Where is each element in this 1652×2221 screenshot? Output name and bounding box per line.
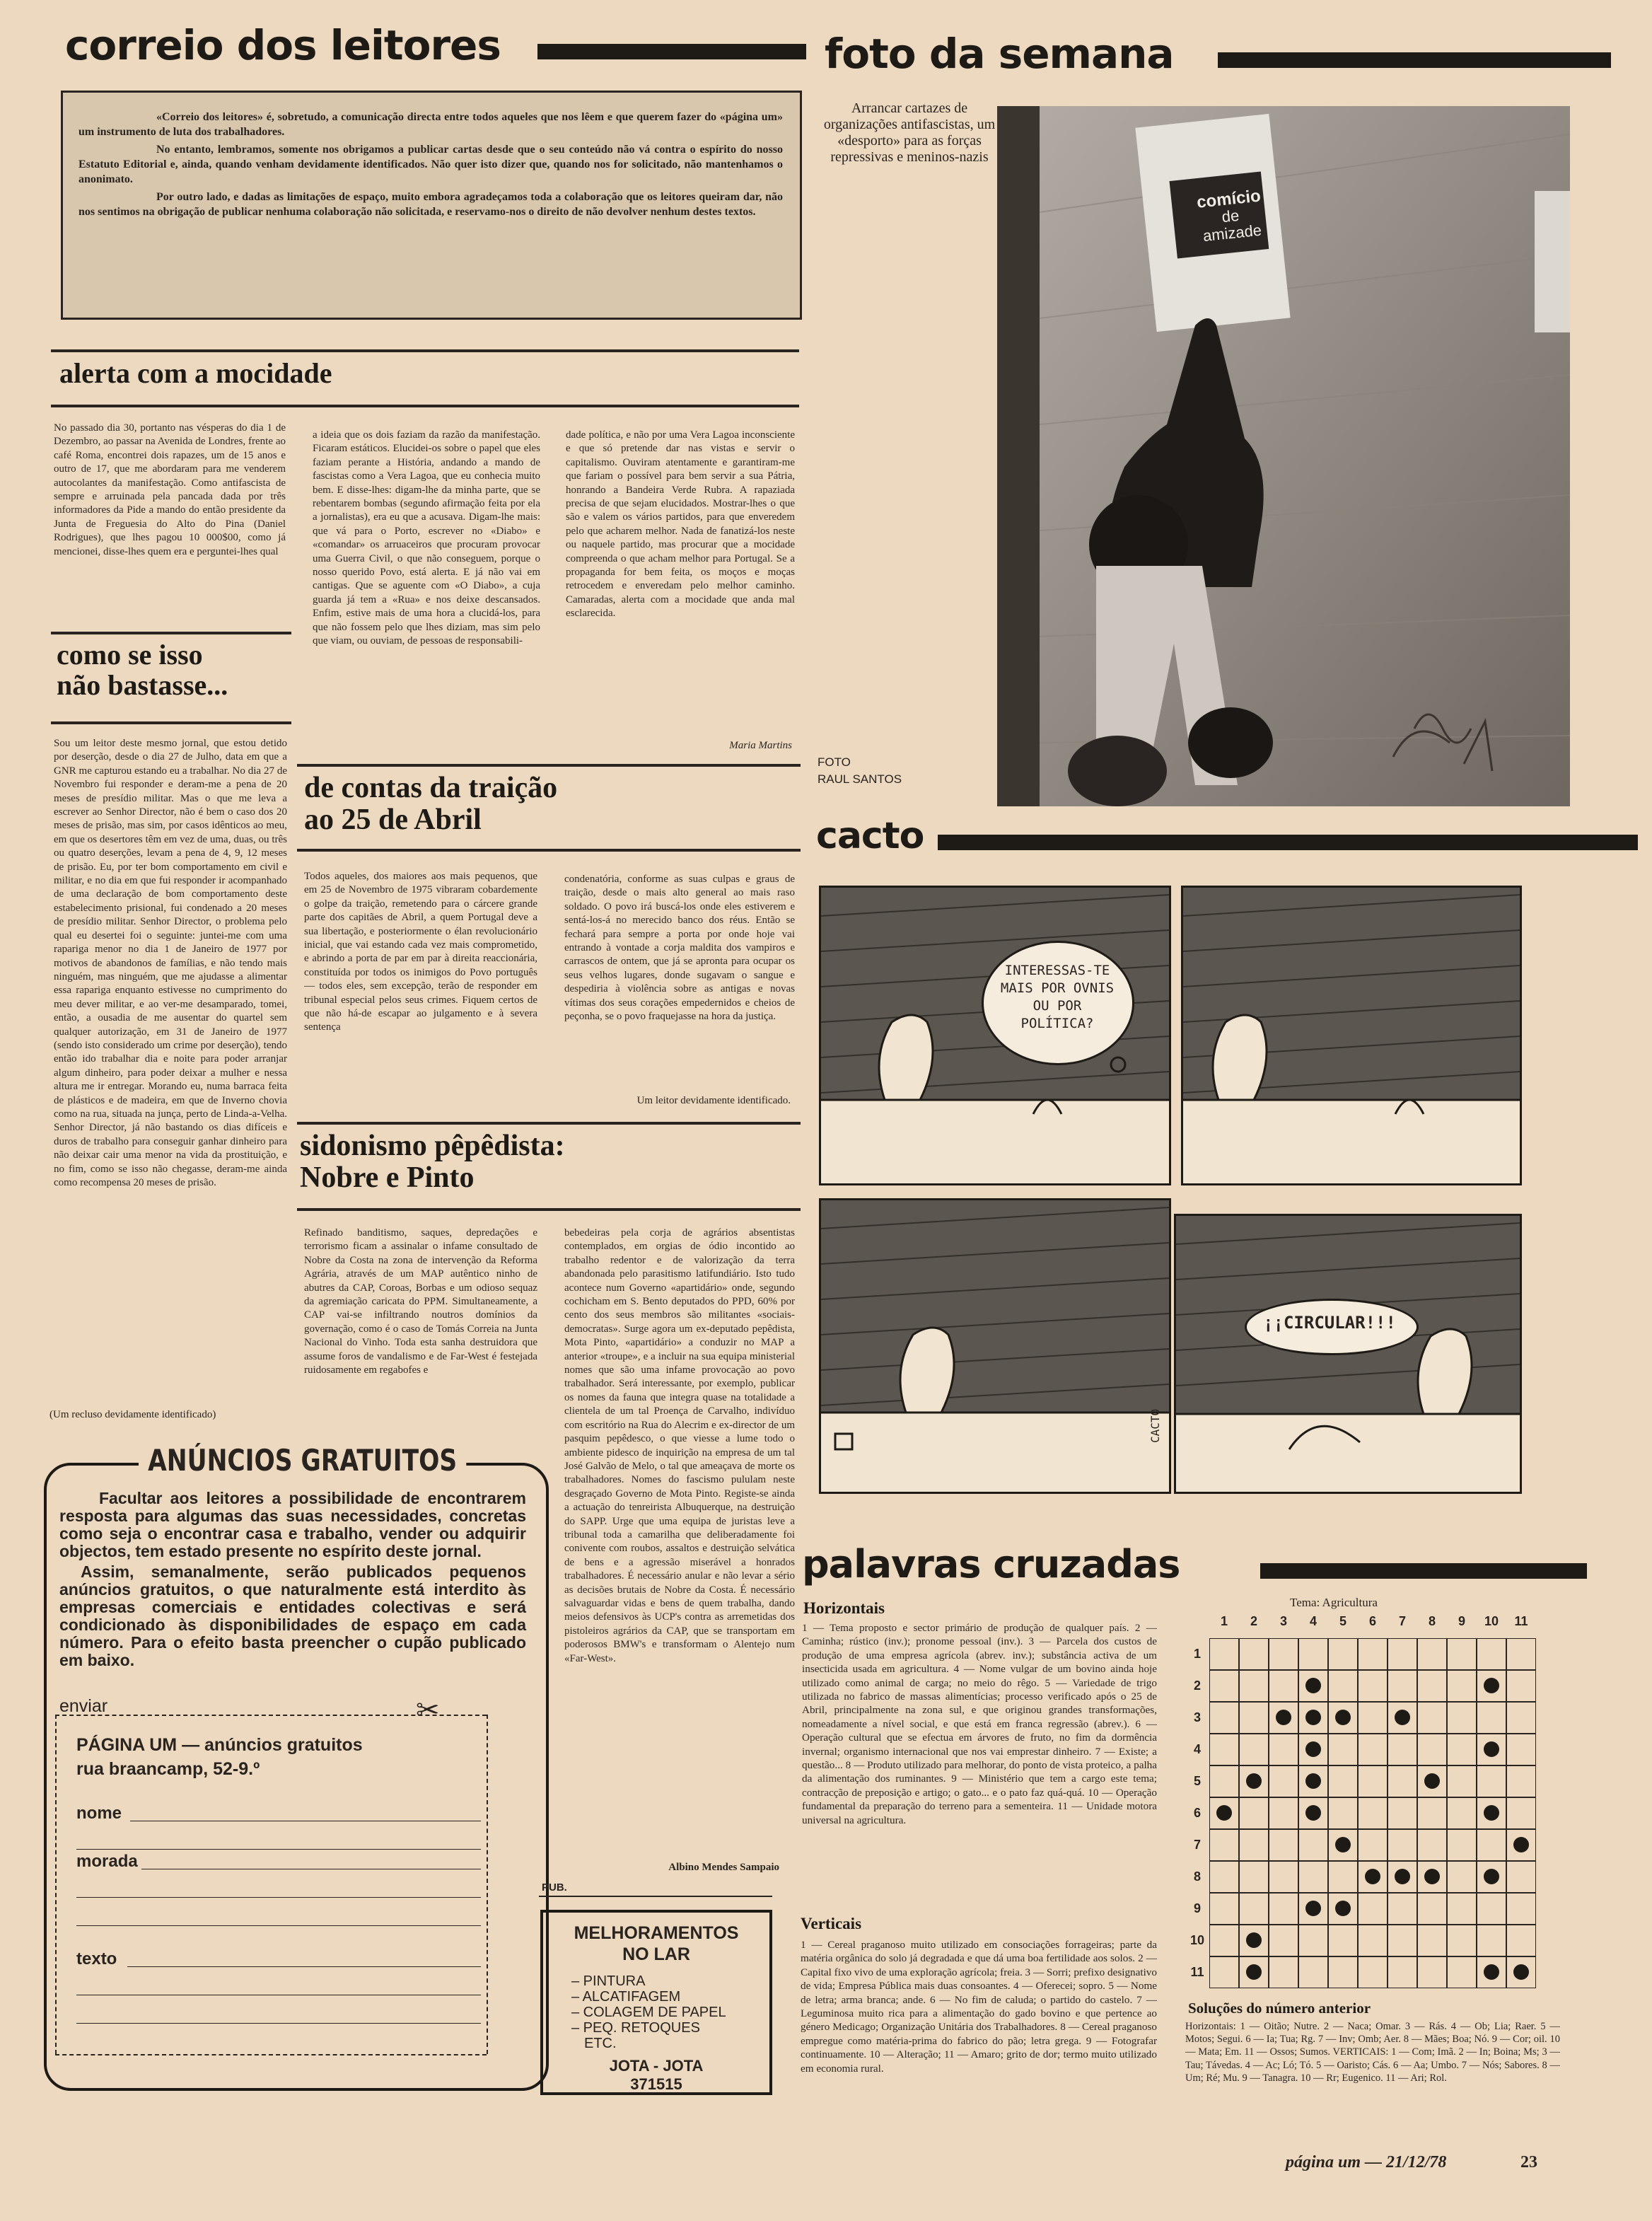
- crossword-cell[interactable]: [1209, 1638, 1239, 1670]
- divider: [51, 721, 291, 724]
- divider: [297, 1122, 801, 1125]
- crossword-cell[interactable]: [1239, 1734, 1269, 1765]
- divider: [51, 632, 291, 634]
- pub-brand: JOTA - JOTA: [609, 2057, 704, 2075]
- crossword-col-number: 7: [1398, 1614, 1406, 1628]
- crossword-row-number: 3: [1193, 1710, 1201, 1724]
- divider: [51, 405, 799, 407]
- crossword-cell[interactable]: [1447, 1956, 1477, 1988]
- crossword-row-number: 6: [1193, 1806, 1201, 1820]
- crossword-cell[interactable]: [1209, 1861, 1239, 1893]
- crossword-cell[interactable]: [1417, 1702, 1447, 1734]
- alerta-col3: dade política, e não por uma Vera Lagoa inconsciente e que só pretende dar nas vistas e servir o capitalismo. Ouviram atentamente e garantiram-me que fariam o possível para bem servir a sua Pátria, honrando a Bandeira Verde Rubra. A rapaziada precisa de que sejam elucidados. Mostrar-lhes o que são e valem os vários partidos, para que enveredem pelo que acharem melhor. Nada de fanatizá-los neste ou naquele partido, mas procurar que a mocidade compreenda o que acham melhor para Portugal. Se a propaganda for bem feita, os moços e moças retrocedem e enveredam pelo melhor caminho. Camaradas, alerta com a mocidade que anda mal esclarecida.: [566, 429, 795, 620]
- crossword-cell[interactable]: [1477, 1702, 1506, 1734]
- speech-bubble-text: INTERESSAS-TE MAIS POR OVNIS OU POR POLÍTICA?: [1000, 963, 1115, 1031]
- crossword-cell[interactable]: [1506, 1797, 1536, 1829]
- foto-title: foto da semana: [825, 30, 1174, 78]
- crossword-cell[interactable]: [1417, 1670, 1447, 1702]
- verticais-heading: Verticais: [801, 1915, 862, 1932]
- section-bar: [1218, 52, 1611, 68]
- crossword-black-square: [1484, 1805, 1499, 1821]
- crossword-black-square: [1484, 1964, 1499, 1980]
- crossword-black-square: [1305, 1901, 1321, 1916]
- como-text: Sou um leitor deste mesmo jornal, que estou detido por deserção, desde o dia 27 de Julho, data em que a GNR me capturou estando eu a trabalhar. No dia 27 de Novembro fui responder e deram-me a pena de 20 meses de presídio militar. Mas o que me leva a escrever ao Senhor Director, não é bem o caso dos 20 meses de prisão, mas sim, por casos idênticos ao meu, em que os desertores têm em vez de uma, duas, ou três ou quatro deserções, levam a pena de 4, 9, 12 meses de prisão. Eu, por ter bom comportamento em civil e militar, e no dia em que fui responder ir acompanhado de uma declaração de bom comportamento deste estabelecimento prisional, fui condenado a 20 meses de presídio militar. Senhor Director, o problema pelo qual eu desertei foi o seguinte: juntei-me com uma rapariga menor no dia 1 de Janeiro de 1977 por motivos de abandonos de famílias, e não tendo mais ninguém, mas ninguém, que me ajudasse a alimentar essa rapariga enquanto estivesse no cumprimento do meu dever militar, e ao ver-me desamparado, tomei, então, a ousadia de me ausentar do quartel sem qualquer autorização, em 31 de Janeiro de 1977 (sendo isto considerado um crime por deserção), tendo então ido trabalhar dia e noite para poder arranjar algum dinheiro, para poder deixar a mulher e nessa altura me ir entregar. Morando eu, numa barraca feita de plásticos e de madeira, em que de Inverno chovia como na rua, situada na junça, perto de Linda-a-Velha. Senhor Director, já não bastando os dias difíceis e duros de trabalho para conseguir ganhar dinheiro para não deixar cair uma menor na vida da prostituição, e no fim, como se isso não chegasse, deram-me ainda como recompensa 20 meses de prisão.: [54, 738, 287, 1188]
- crossword-cell[interactable]: [1477, 1925, 1506, 1956]
- sidonismo-headline: [300, 1130, 565, 1195]
- alerta-col2: a ideia que os dois faziam da razão da manifestação. Ficaram estáticos. Elucidei-os sobre o papel que eles faziam perante a História, andando a mando de fascistas como a Vera Lagoa, que eu conhecia muito bem. E disse-lhes: digam-lhe da minha parte, que se rebentarem bombas (segundo afirmação feita por ela a jornalistas), era eu que a acusava. Digam-lhe mais: que vá para o Porto, escrever no «Diabo» e «comandar» os arruaceiros que procuram provocar uma Guerra Civil, o que não conseguem, porque o nosso querido Povo, está alerta. E já não vai em cantigas. Que se aguente com «O Diabo», a cuja guarda já tem a «Rua» e nos deixe descansados. Enfim, estive mais de uma hora a clucidá-los, para que não fossem pelo que lhes diziam, mas sim pelo que viam, ou ouviam, de pessoas de responsabili-: [313, 429, 540, 647]
- contas-headline: [304, 772, 557, 837]
- crossword-cell[interactable]: [1417, 1956, 1447, 1988]
- horizontais-heading: Horizontais: [803, 1599, 885, 1617]
- crossword-black-square: [1305, 1710, 1321, 1725]
- crossword-col-number: 3: [1279, 1614, 1287, 1628]
- crossword-cell[interactable]: [1209, 1765, 1239, 1797]
- poster-line: comício: [1195, 186, 1262, 212]
- crossword-black-square: [1335, 1901, 1351, 1916]
- crossword-row-number: 5: [1193, 1774, 1201, 1788]
- pub-item: – ALCATIFAGEM: [571, 1989, 681, 2005]
- crossword-black-square: [1246, 1773, 1262, 1789]
- divider: [297, 1208, 801, 1211]
- alerta-col1: No passado dia 30, portanto nas vésperas do dia 1 de Dezembro, ao passar na Avenida de Londres, frente ao café Roma, encontrei dois rapazes, um de 15 anos e outro de 17, que me abordaram para me venderem autocolantes da manifestação. Como antifascista de sempre e arruinada pela pancada dada por três informadores da Pide a mando do então presidente da Junta de Freguesia do Alto do Pina (Daniel Rodrigues), que lhes pagou 10 000$00, como já mencionei, disse-lhes quem era e perguntei-lhes qual: [54, 422, 286, 557]
- crossword-col-number: 6: [1368, 1614, 1376, 1628]
- pub-ad-title: [543, 1923, 769, 1965]
- contas-headline-line1: de contas da traição: [304, 772, 558, 804]
- crossword-cell[interactable]: [1506, 1734, 1536, 1765]
- crossword-cell[interactable]: [1447, 1893, 1477, 1925]
- crossword-cell[interactable]: [1239, 1797, 1269, 1829]
- coupon-label-morada: morada: [76, 1852, 138, 1871]
- pub-ad-box: [540, 1910, 772, 2095]
- coupon-label-nome: nome: [76, 1804, 122, 1823]
- crossword-cell[interactable]: [1388, 1734, 1417, 1765]
- pub-item: – PEQ. RETOQUES: [571, 2020, 700, 2036]
- cut-line: [487, 1715, 488, 2054]
- comic-panel-3: [819, 1198, 1171, 1494]
- crossword-black-square: [1305, 1773, 1321, 1789]
- crossword-row-number: 10: [1189, 1933, 1205, 1947]
- crossword-cell[interactable]: [1298, 1638, 1328, 1670]
- crossword-cell[interactable]: [1269, 1861, 1298, 1893]
- foto-photo: [997, 106, 1570, 806]
- crossword-cell[interactable]: [1358, 1893, 1388, 1925]
- contas-col2: condenatória, conforme as suas culpas e graus de traição, desde o mais alto general ao mais raso soldado. O povo irá buscá-los onde eles estiverem e sentá-los-á no merecido banco dos réus. Então se fechará para sempre a porta por onde hoje vai entrando à vontade a corja maldita dos vampiros e carrascos de ontem, que já se apronta para ocupar os seus velhos lugares, donde sugavam o sangue e despediria à violência sobre as antigas e novas vítimas dos seus corações empedernidos e cheios de peçonha, se o povo fraquejasse na hora da justiça.: [564, 874, 795, 1023]
- crossword-black-square: [1305, 1678, 1321, 1693]
- contas-headline-line2: ao 25 de Abril: [304, 804, 482, 837]
- crossword-row-number: 1: [1193, 1647, 1201, 1661]
- crossword-cell[interactable]: [1388, 1956, 1417, 1988]
- crossword-black-square: [1513, 1837, 1529, 1852]
- crossword-cell[interactable]: [1358, 1797, 1388, 1829]
- comic-signature: CACTO: [1148, 1408, 1162, 1443]
- sidonismo-headline-line2: Nobre e Pinto: [300, 1161, 475, 1195]
- address-line: PÁGINA UM — anúncios gratuitos: [76, 1735, 363, 1755]
- poster-line: amizade: [1202, 221, 1263, 245]
- section-bar: [537, 44, 806, 59]
- crossword-black-square: [1365, 1869, 1380, 1884]
- divider: [297, 849, 801, 852]
- crossword-cell[interactable]: [1358, 1765, 1388, 1797]
- crossword-cell[interactable]: [1447, 1829, 1477, 1861]
- anuncios-paragraph: Assim, semanalmente, serão publicados pequenos anúncios gratuitos, o que naturalmente está interdito às empresas comerciais e entidades colectivas e será condicionado às disponibilidades de espaço em cada número. Para o efeito basta preencher o cupão publicado em baixo.: [59, 1562, 526, 1669]
- pub-title-line: MELHORAMENTOS: [574, 1923, 739, 1943]
- crossword-black-square: [1335, 1837, 1351, 1852]
- crossword-cell[interactable]: [1358, 1670, 1388, 1702]
- crossword-black-square: [1216, 1805, 1232, 1821]
- crossword-cell[interactable]: [1447, 1670, 1477, 1702]
- footer-page-number: 23: [1520, 2153, 1537, 2171]
- pub-phone: 371515: [630, 2075, 682, 2093]
- contas-signature: Um leitor devidamente identificado.: [636, 1095, 791, 1106]
- crossword-cell[interactable]: [1388, 1765, 1417, 1797]
- crossword-cell[interactable]: [1506, 1638, 1536, 1670]
- crossword-col-number: 1: [1220, 1614, 1228, 1628]
- crossword-black-square: [1424, 1773, 1440, 1789]
- crossword-cell[interactable]: [1269, 1956, 1298, 1988]
- crossword-cell[interactable]: [1209, 1829, 1239, 1861]
- crossword-cell[interactable]: [1388, 1670, 1417, 1702]
- crossword-cell[interactable]: [1358, 1638, 1388, 1670]
- coupon-label-texto: texto: [76, 1949, 117, 1968]
- crossword-cell[interactable]: [1239, 1861, 1269, 1893]
- crossword-cell[interactable]: [1447, 1638, 1477, 1670]
- crossword-cell[interactable]: [1328, 1861, 1358, 1893]
- crossword-cell[interactable]: [1447, 1925, 1477, 1956]
- pub-label: PUB.: [542, 1881, 567, 1894]
- crossword-cell[interactable]: [1298, 1829, 1328, 1861]
- intro-paragraph: «Correio dos leitores» é, sobretudo, a comunicação directa entre todos aqueles que nos lêem e que querem fazer do «página um» um instrumento de luta dos trabalhadores.: [78, 111, 783, 138]
- crossword-row-number: 4: [1193, 1742, 1201, 1756]
- crossword-black-square: [1276, 1710, 1291, 1725]
- crossword-cell[interactable]: [1328, 1670, 1358, 1702]
- anuncios-text: [59, 1490, 526, 1669]
- pub-item: – COLAGEM DE PAPEL: [571, 2005, 726, 2020]
- crossword-black-square: [1484, 1678, 1499, 1693]
- crossword-black-square: [1305, 1741, 1321, 1757]
- horizontais-clues: 1 — Tema proposto e sector primário de produção de qualquer país. 2 — Caminha; rústico (inv.); pronome pessoal (inv.). 3 — Parcela dos custos de produção de uma empresa agrícola (abrev. inv.); substância activa de um insecticida usada em agricultura. 4 — Nome vulgar de um bovino ainda hoje utilizado como animal de carga; no meio do rêgo. 5 — Variedade de trigo utilizada no fabrico de massas alimentícias; processo verificado após o 25 de Abril, principalmente na zona sul, e que originou grandes transformações, nomeadamente a nível social, e que está em franca regressão (abrev.). 6 — Operação cultural que se efectua em árvores de fruto, no fim da dormência invernal; organismo internacional que nos vai emprestar dinheiro. 7 — Existe; a questão... 8 — Produto utilizado para melhorar, do ponto de vista proteico, a palha da alimentação dos ruminantes. 9 — Ministério que tem a cargo este tema; contracção de preposição e artigo; o gato... e o pato faz quá-quá. 10 — Operação fundamental da preparação do terreno para a sementeira. 11 — Unidade motora universal na agricultura.: [802, 1622, 1157, 1826]
- crossword-cell[interactable]: [1447, 1702, 1477, 1734]
- crossword-cell[interactable]: [1477, 1893, 1506, 1925]
- crossword-black-square: [1424, 1869, 1440, 1884]
- crossword-cell[interactable]: [1298, 1956, 1328, 1988]
- cut-line: [55, 1715, 57, 2054]
- credit-line: FOTO: [818, 755, 851, 769]
- pub-item: ETC.: [584, 2036, 617, 2051]
- crossword-cell[interactable]: [1269, 1925, 1298, 1956]
- como-headline: [57, 639, 228, 700]
- crossword-row-number: 7: [1193, 1838, 1201, 1852]
- contas-col1: Todos aqueles, dos maiores aos mais pequenos, que em 25 de Novembro de 1975 vibraram cobardemente o golpe da traição, remetendo para o cárcere grande parte dos capitães de Abril, a quem Portugal deve a sua libertação, e posteriormente o élan revolucionário inicial, que vai estando cada vez mais comprometido, e abrindo a porta de par em par à direita reaccionária, constituída por todos os inimigos do Povo português — todos eles, sem excepção, terão de responder em tribunal especial pelos seus crimes. Fiquem certos de que não há-de escapar ao julgamento e à severa sentença: [304, 871, 537, 1033]
- crossword-row-number: 8: [1193, 1869, 1201, 1884]
- solucoes-heading: Soluções do número anterior: [1188, 2000, 1371, 2017]
- photo-illustration: [997, 106, 1570, 806]
- crossword-cell[interactable]: [1328, 1765, 1358, 1797]
- crossword-cell[interactable]: [1239, 1829, 1269, 1861]
- footer-paper: página um — 21/12/78: [1286, 2153, 1447, 2171]
- crossword-black-square: [1246, 1964, 1262, 1980]
- alerta-headline: alerta com a mocidade: [59, 357, 332, 389]
- crossword-cell[interactable]: [1358, 1734, 1388, 1765]
- crossword-cell[interactable]: [1358, 1702, 1388, 1734]
- sidonismo-col1: Refinado banditismo, saques, depredações e terrorismo ficam a assinalar o infame consultado de Nobre da Costa na zona de intervenção da Reforma Agrária, através de um MAP autêntico ninho de abutres da CAP, Coroas, Borbas e um odioso sequaz da agremiação caricata do PPM. Simultaneamente, a CAP vai-se infiltrando noutros domínios da governação, como é o caso de Tomás Correia na Junta Nacional do Vinho. Toda esta sanha destruidora que assume foros de vandalismo e de Far-West é festejada ruidosamente em regabofes e: [304, 1227, 537, 1376]
- solucoes-text: Horizontais: 1 — Oitão; Nutre. 2 — Naca; Omar. 3 — Rás. 4 — Ob; Lia; Raer. 5 — Motos; Segui. 6 — Ia; Tua; Rg. 7 — Inv; Omb; Aer. 8 — Mães; Boa; Nó. 9 — Cor; oil. 10 — Mata; Em. 11 — Ossos; Sumos. VERTICAIS: 1 — Com; Imã. 2 — In; Boina; Ms; 3 — Tau; Távedas. 4 — Ac; Ló; Tó. 5 — Oaristo; Cás. 6 — Aa; Umbo. 7 — Nós; Sabores. 8 — Um; Ré; Mu. 9 — Tanagra. 10 — Rr; Eugenico. 11 — Ari; Rol.: [1185, 2021, 1560, 2084]
- crossword-cell[interactable]: [1269, 1797, 1298, 1829]
- correio-intro-box: [61, 91, 802, 320]
- crossword-cell[interactable]: [1239, 1893, 1269, 1925]
- crossword-cell[interactable]: [1417, 1829, 1447, 1861]
- crossword-cell[interactable]: [1447, 1797, 1477, 1829]
- crossword-col-number: 2: [1250, 1614, 1257, 1628]
- pub-items: [571, 1973, 769, 2051]
- crossword-cell[interactable]: [1269, 1638, 1298, 1670]
- enviar-label: enviar: [59, 1696, 108, 1716]
- section-bar: [938, 835, 1638, 850]
- divider: [51, 349, 799, 352]
- verticais-clues: 1 — Cereal praganoso muito utilizado em consociações forrageiras; parte da matéria orgânica do solo já degradada e que dá uma boa fertilidade aos solos. 2 — Capital fixo vivo de uma exploração agrícola; freia. 3 — Sorri; prefixo designativo de vida; Empresa Pública mais duas consoantes. 4 — Oferecei; sopro. 5 — Nome de letra; arma branca; ande. 6 — No fim de caluda; o partido do castelo. 7 — Leguminosa muito rica para a alimentação do gado bovino e que pertence ao género Medicago; Organização Unitária dos Trabalhadores. 8 — Cereal praganoso empregue como matéria-prima do fabrico do pão; letra grega. 9 — Fotografar continuamente. 10 — Alteração; 11 — Amaro; grito de dor; termo muito utilizado em economia rural.: [801, 1939, 1157, 2075]
- crossword-cell[interactable]: [1506, 1925, 1536, 1956]
- crossword-cell[interactable]: [1417, 1797, 1447, 1829]
- crossword-cell[interactable]: [1417, 1893, 1447, 1925]
- divider: [297, 764, 801, 767]
- crossword-cell[interactable]: [1417, 1925, 1447, 1956]
- crossword-cell[interactable]: [1477, 1638, 1506, 1670]
- pub-title-line: NO LAR: [622, 1944, 690, 1964]
- cacto-title: cacto: [816, 815, 924, 857]
- crossword-black-square: [1484, 1741, 1499, 1757]
- crossword-cell[interactable]: [1388, 1797, 1417, 1829]
- crossword-cell[interactable]: [1417, 1734, 1447, 1765]
- speech-bubble-text: ¡¡CIRCULAR!!!: [1263, 1313, 1396, 1333]
- intro-paragraph: No entanto, lembramos, somente nos obrigamos a publicar cartas desde que o seu conteúdo não vá contra o espírito do nosso Estatuto Editorial e, ainda, quando venham devidamente identificados. Não quer isto dizer que, quando nos for solicitado, não mantenhamos o anonimato.: [78, 144, 783, 185]
- crossword-cell[interactable]: [1239, 1670, 1269, 1702]
- form-line: [76, 1849, 481, 1850]
- crossword-cell[interactable]: [1209, 1925, 1239, 1956]
- crossword-cell[interactable]: [1269, 1734, 1298, 1765]
- sidonismo-col2: bebedeiras pela corja de agrários absentistas contemplados, em orgias de ódio incontido ao trabalho redentor e de valorização da terra abandonada pelo parasitismo latifundiário. Isto tudo acontece num Governo «apartidário» onde, segundo cochicham em S. Bento deputados do PPD, 60% por cento dos seus membros são militantes «sociais-democratas». Surge agora um ex-deputado pepêdista, Mota Pinto, «apartidário» a conduzir no MAP a anterior «troupe», e a incluir na sua equipa ministerial nomes que são uma infame provocação ao povo trabalhador. Será interessante, por exemplo, publicar os nomes da fauna que integra quase na totalidade a clientela de um tal Proença de Carvalho, indivíduo com escritório na Rua do Alecrim e ex-director de um pasquim pepêdesco, o que viesse a lume todo o ambiente pidesco de inquirição na empresa de um tal José Galvão de Melo, o tal que ameaçava de morte os trabalhadores. Nomes do fascismo pululam neste desgraçado Governo de Mota Pinto. Registe-se ainda a actuação do tenreirista Albuquerque, na destruição do SAPP. Urge que uma equipa de juristas leve a tribunal toda a camarilha que deliberadamente foi conivente com roubos, assaltos e destruição selvática de bens e a agressão miserável a honrados trabalhadores. É necessário anular e não levar a sério as decisões brutais de Nobre da Costa. É necessário salvaguardar vidas e bens de quem trabalha, dando meios defensivos às UCP's contra as arremetidas dos pistoleiros agrários da CAP, que se transportam em poderosos BMW's e transformam o Alentejo num «Far-West».: [564, 1227, 795, 1664]
- crossword-cell[interactable]: [1506, 1765, 1536, 1797]
- correio-intro-text: [78, 110, 783, 219]
- foto-caption: Arrancar cartazes de organizações antifascistas, um «desporto» para as forças repressivas e meninos-nazis: [823, 100, 996, 165]
- credit-line: RAUL SANTOS: [818, 772, 902, 786]
- sidonismo-signature: Albino Mendes Sampaio: [668, 1862, 779, 1873]
- como-headline-line2: não bastasse...: [57, 669, 228, 702]
- poster-text: [1179, 186, 1283, 247]
- crossword-black-square: [1395, 1710, 1410, 1725]
- crossword-grid[interactable]: [1188, 1614, 1556, 1996]
- crossword-black-square: [1305, 1805, 1321, 1821]
- alerta-signature: Maria Martins: [729, 740, 792, 751]
- anuncios-title: ANÚNCIOS GRATUITOS: [139, 1443, 466, 1478]
- crossword-black-square: [1513, 1964, 1529, 1980]
- crossword-cell[interactable]: [1447, 1765, 1477, 1797]
- crossword-cell[interactable]: [1328, 1956, 1358, 1988]
- crossword-cell[interactable]: [1328, 1638, 1358, 1670]
- crossword-cell[interactable]: [1269, 1765, 1298, 1797]
- intro-paragraph: Por outro lado, e dadas as limitações de espaço, muito embora agradeçamos toda a colaboração que os leitores queiram dar, não nos sentimos na obrigação de publicar nenhuma colaboração não solicitada, e reservamo-nos o direito de não devolver nenhum destes textos.: [78, 191, 783, 218]
- panel-art: [821, 1200, 1169, 1492]
- crossword-black-square: [1395, 1869, 1410, 1884]
- crossword-row-number: 11: [1190, 1965, 1204, 1979]
- crossword-col-number: 4: [1309, 1614, 1317, 1628]
- crossword-cell[interactable]: [1269, 1829, 1298, 1861]
- crossword-cell[interactable]: [1209, 1956, 1239, 1988]
- crossword-cell[interactable]: [1209, 1893, 1239, 1925]
- crossword-black-square: [1335, 1710, 1351, 1725]
- panel-art: [1183, 888, 1520, 1183]
- crossword-col-number: 5: [1339, 1614, 1346, 1628]
- crossword-cell[interactable]: [1506, 1861, 1536, 1893]
- scissors-icon: ✂: [416, 1694, 440, 1726]
- crossword-cell[interactable]: [1388, 1925, 1417, 1956]
- crossword-cell[interactable]: [1358, 1925, 1388, 1956]
- form-line: [76, 2023, 481, 2024]
- form-line: [76, 1897, 481, 1898]
- crossword-cell[interactable]: [1388, 1893, 1417, 1925]
- crossword-cell[interactable]: [1328, 1925, 1358, 1956]
- divider: [539, 1896, 772, 1897]
- crossword-cell[interactable]: [1328, 1797, 1358, 1829]
- crossword-cell[interactable]: [1388, 1829, 1417, 1861]
- crossword-cell[interactable]: [1388, 1638, 1417, 1670]
- crossword-cell[interactable]: [1506, 1670, 1536, 1702]
- crossword-col-number: 11: [1514, 1614, 1528, 1628]
- crossword-cell[interactable]: [1358, 1956, 1388, 1988]
- crossword-cell[interactable]: [1209, 1702, 1239, 1734]
- correio-title: correio dos leitores: [65, 21, 501, 69]
- crossword-cell[interactable]: [1269, 1670, 1298, 1702]
- cut-line: [55, 2054, 487, 2055]
- crossword-cell[interactable]: [1269, 1893, 1298, 1925]
- section-bar: [1260, 1563, 1587, 1579]
- crossword-cell[interactable]: [1477, 1765, 1506, 1797]
- crossword-row-number: 2: [1193, 1678, 1201, 1693]
- crossword-cell[interactable]: [1506, 1893, 1536, 1925]
- crossword-cell[interactable]: [1328, 1734, 1358, 1765]
- coupon-address: [76, 1733, 363, 1781]
- crossword-cell[interactable]: [1209, 1734, 1239, 1765]
- crossword-col-number: 9: [1458, 1614, 1465, 1628]
- crossword-cell[interactable]: [1209, 1670, 1239, 1702]
- crossword-cell[interactable]: [1447, 1861, 1477, 1893]
- crossword-col-number: 8: [1428, 1614, 1436, 1628]
- form-line: [76, 1925, 481, 1926]
- crossword-cell[interactable]: [1298, 1925, 1328, 1956]
- pub-item: – PINTURA: [571, 1973, 646, 1989]
- como-signature: (Um recluso devidamente identificado): [50, 1409, 216, 1420]
- poster-line: de: [1221, 206, 1240, 226]
- crossword-theme: Tema: Agricultura: [1290, 1596, 1378, 1609]
- crossword-cell[interactable]: [1447, 1734, 1477, 1765]
- crossword-cell[interactable]: [1358, 1829, 1388, 1861]
- crossword-cell[interactable]: [1477, 1829, 1506, 1861]
- anuncios-paragraph: Facultar aos leitores a possibilidade de encontrarem resposta para algumas das suas necessidades, concretas como seja o encontrar casa e trabalho, vender ou adquirir objectos, tem estado presente no espírito deste jornal.: [59, 1489, 526, 1560]
- crossword-col-number: 10: [1484, 1614, 1499, 1628]
- pub-contact: [543, 2057, 769, 2094]
- address-line: rua braancamp, 52-9.º: [76, 1759, 260, 1779]
- crossword-cell[interactable]: [1506, 1702, 1536, 1734]
- texto-field[interactable]: [127, 1966, 481, 1967]
- sidonismo-headline-line1: sidonismo pêpêdista:: [300, 1130, 565, 1162]
- crossword-black-square: [1484, 1869, 1499, 1884]
- crossword-cell[interactable]: [1239, 1702, 1269, 1734]
- foto-credit: [818, 754, 902, 788]
- crossword-row-number: 9: [1193, 1901, 1201, 1915]
- crossword-cell[interactable]: [1298, 1861, 1328, 1893]
- crossword-black-square: [1246, 1932, 1262, 1948]
- palavras-title: palavras cruzadas: [802, 1542, 1180, 1587]
- crossword-cell[interactable]: [1239, 1638, 1269, 1670]
- como-headline-line1: como se isso: [57, 639, 203, 671]
- comic-panel-2: [1181, 886, 1522, 1185]
- crossword-cell[interactable]: [1417, 1638, 1447, 1670]
